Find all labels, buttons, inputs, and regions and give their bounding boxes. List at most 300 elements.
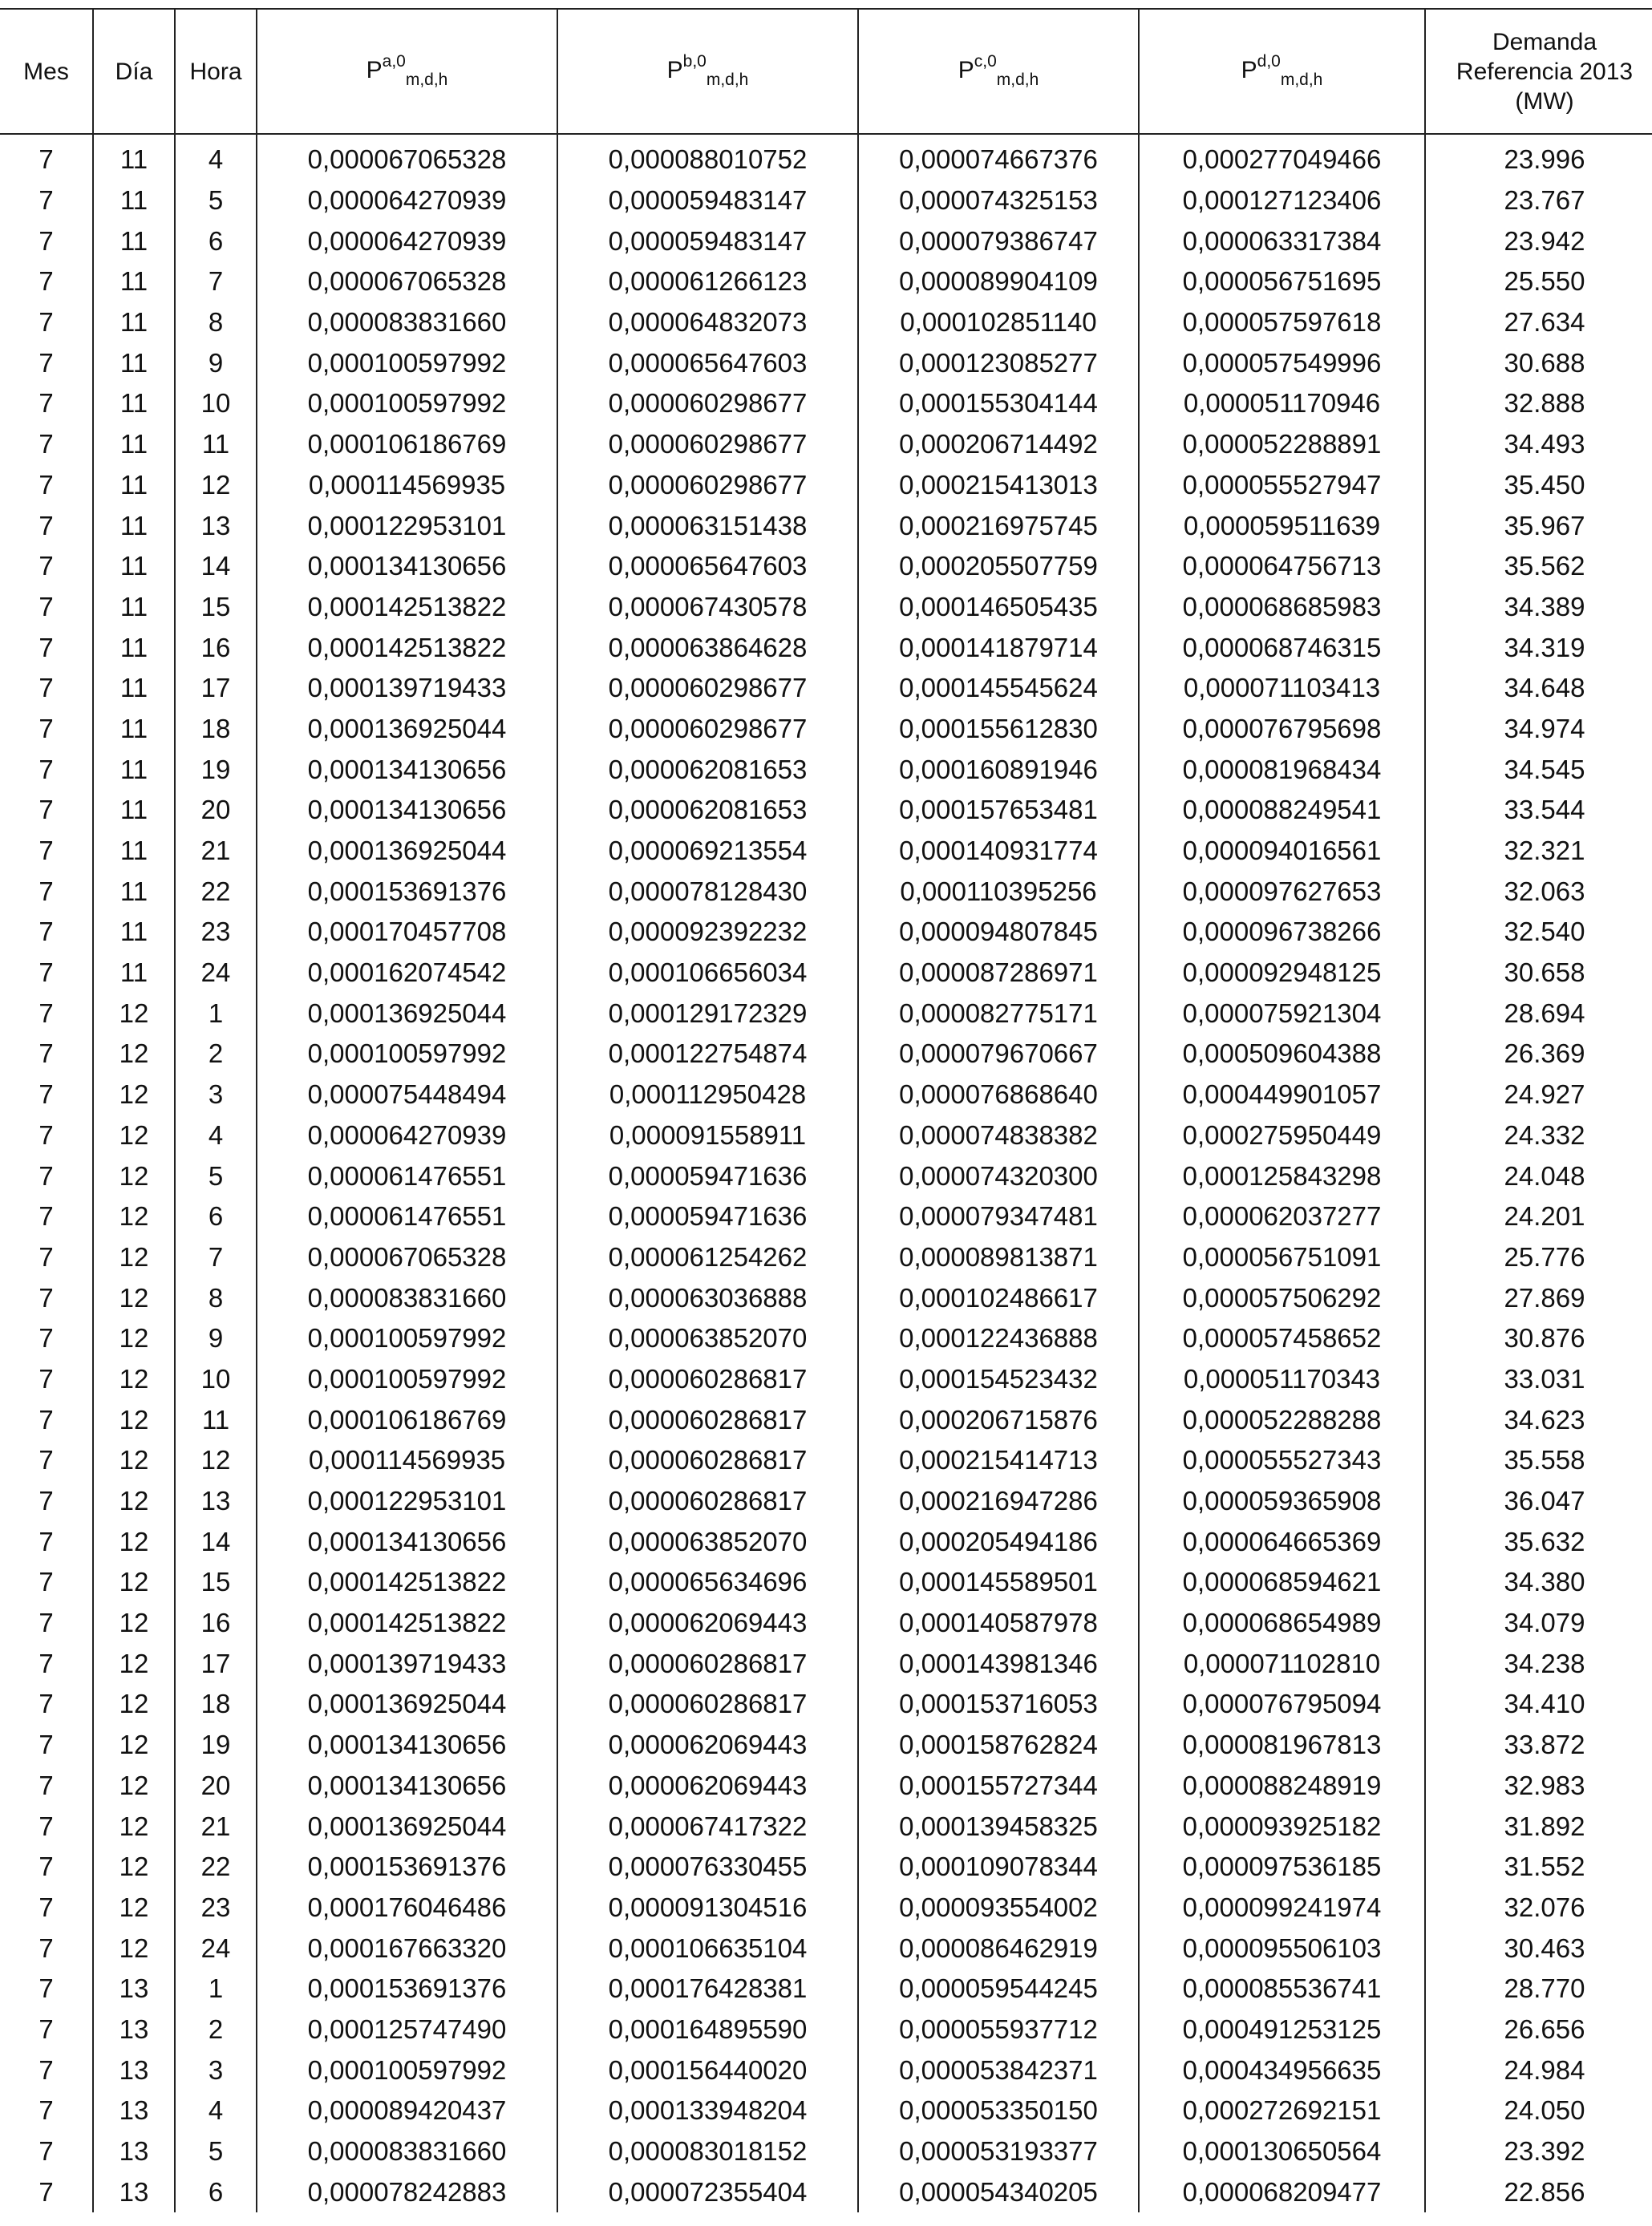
dia-cell: 11	[93, 221, 175, 261]
mes-cell: 7	[38, 1282, 54, 1313]
pc-cell: 0,000205507759	[858, 546, 1139, 587]
mes-cell: 7	[38, 429, 54, 459]
mes-cell: 7	[38, 469, 54, 500]
pc-cell: 0,000102486617	[858, 1277, 1139, 1318]
hora-cell: 4	[175, 134, 257, 180]
header-pc-sub: m,d,h	[996, 71, 1039, 89]
header-pb-sub: m,d,h	[706, 71, 749, 89]
pd-cell: 0,000057458652	[1139, 1318, 1425, 1359]
mes-cell: 7	[38, 1852, 54, 1882]
pd-cell: 0,000055527343	[1139, 1440, 1425, 1481]
table-row	[0, 465, 1652, 506]
pb-cell: 0,000067430578	[557, 587, 858, 628]
pa-cell: 0,000134130656	[257, 1521, 557, 1562]
pa-cell: 0,000142513822	[257, 1562, 557, 1603]
pc-cell: 0,000053350150	[858, 2090, 1139, 2131]
pa-cell: 0,000136925044	[257, 1806, 557, 1847]
table-body	[0, 134, 1652, 2212]
hora-cell: 7	[175, 1237, 257, 1278]
demanda-cell: 23.996	[1425, 134, 1652, 180]
header-pc-sup: c,0	[974, 52, 997, 71]
pd-cell: 0,000088249541	[1139, 790, 1425, 831]
pa-cell: 0,000114569935	[257, 1440, 557, 1481]
hora-cell: 21	[175, 1806, 257, 1847]
dia-cell: 11	[93, 668, 175, 709]
pa-cell: 0,000100597992	[257, 1359, 557, 1400]
hora-cell: 10	[175, 383, 257, 424]
dia-cell: 11	[93, 709, 175, 750]
pb-cell: 0,000078128430	[557, 871, 858, 912]
dia-cell: 11	[93, 912, 175, 953]
pd-cell: 0,000059511639	[1139, 505, 1425, 546]
demanda-cell: 23.942	[1425, 221, 1652, 261]
table-row	[0, 587, 1652, 628]
dia-cell: 11	[93, 627, 175, 668]
pa-cell: 0,000176046486	[257, 1888, 557, 1929]
table-row	[0, 2171, 1652, 2212]
demanda-cell: 35.967	[1425, 505, 1652, 546]
pb-cell: 0,000083018152	[557, 2131, 858, 2172]
hora-cell: 11	[175, 424, 257, 465]
hora-cell: 12	[175, 465, 257, 506]
dia-cell: 13	[93, 2090, 175, 2131]
pa-cell: 0,000125747490	[257, 2009, 557, 2050]
header-demanda	[1425, 9, 1652, 134]
table-row	[0, 1196, 1652, 1237]
header-row	[0, 9, 1652, 134]
pa-cell: 0,000162074542	[257, 953, 557, 994]
pa-cell: 0,000134130656	[257, 790, 557, 831]
hora-cell: 18	[175, 709, 257, 750]
pd-cell: 0,000509604388	[1139, 1034, 1425, 1075]
pd-cell: 0,000051170343	[1139, 1359, 1425, 1400]
pd-cell: 0,000057549996	[1139, 342, 1425, 383]
pd-cell: 0,000081968434	[1139, 749, 1425, 790]
table-row	[0, 424, 1652, 465]
pc-cell: 0,000059544245	[858, 1969, 1139, 2009]
pb-cell: 0,000065634696	[557, 1562, 858, 1603]
pa-cell: 0,000064270939	[257, 221, 557, 261]
dia-cell: 12	[93, 1847, 175, 1888]
pc-cell: 0,000053193377	[858, 2131, 1139, 2172]
pc-cell: 0,000206714492	[858, 424, 1139, 465]
demanda-cell: 24.332	[1425, 1115, 1652, 1156]
table-row	[0, 1806, 1652, 1847]
demanda-cell: 28.770	[1425, 1969, 1652, 2009]
pa-cell: 0,000142513822	[257, 587, 557, 628]
data-table	[0, 8, 1652, 2212]
header-pa-sup: a,0	[382, 52, 406, 71]
pd-cell: 0,000127123406	[1139, 180, 1425, 221]
pd-cell: 0,000449901057	[1139, 1075, 1425, 1115]
demanda-cell: 31.892	[1425, 1806, 1652, 1847]
dia-cell: 12	[93, 1521, 175, 1562]
table-row	[0, 1928, 1652, 1969]
pc-cell: 0,000154523432	[858, 1359, 1139, 1400]
pc-cell: 0,000155612830	[858, 709, 1139, 750]
pa-cell: 0,000139719433	[257, 668, 557, 709]
dia-cell: 13	[93, 2009, 175, 2050]
pd-cell: 0,000097627653	[1139, 871, 1425, 912]
header-pa-base: P	[366, 57, 383, 83]
pb-cell: 0,000060298677	[557, 424, 858, 465]
table-row	[0, 1847, 1652, 1888]
pa-cell: 0,000134130656	[257, 749, 557, 790]
pb-cell: 0,000063036888	[557, 1277, 858, 1318]
pc-cell: 0,000216975745	[858, 505, 1139, 546]
pd-cell: 0,000085536741	[1139, 1969, 1425, 2009]
pd-cell: 0,000491253125	[1139, 2009, 1425, 2050]
header-pc	[858, 9, 1139, 134]
pd-cell: 0,000076795094	[1139, 1684, 1425, 1725]
pc-cell: 0,000140587978	[858, 1603, 1139, 1644]
pc-cell: 0,000146505435	[858, 587, 1139, 628]
mes-cell: 7	[38, 1567, 54, 1597]
dia-cell: 11	[93, 261, 175, 302]
pc-cell: 0,000087286971	[858, 953, 1139, 994]
pb-cell: 0,000059483147	[557, 180, 858, 221]
pb-cell: 0,000060286817	[557, 1359, 858, 1400]
dia-cell: 12	[93, 1155, 175, 1196]
pa-cell: 0,000134130656	[257, 1766, 557, 1807]
demanda-cell: 34.319	[1425, 627, 1652, 668]
pd-cell: 0,000056751091	[1139, 1237, 1425, 1278]
table-row	[0, 1399, 1652, 1440]
pd-cell: 0,000099241974	[1139, 1888, 1425, 1929]
demanda-cell: 32.540	[1425, 912, 1652, 953]
pb-cell: 0,000176428381	[557, 1969, 858, 2009]
hora-cell: 22	[175, 1847, 257, 1888]
pd-cell: 0,000057597618	[1139, 302, 1425, 343]
pb-cell: 0,000060286817	[557, 1684, 858, 1725]
mes-cell: 7	[38, 917, 54, 947]
mes-cell: 7	[38, 754, 54, 784]
pc-cell: 0,000053842371	[858, 2050, 1139, 2090]
table-row	[0, 790, 1652, 831]
mes-cell: 7	[38, 2095, 54, 2126]
table-row	[0, 1481, 1652, 1522]
pb-cell: 0,000060286817	[557, 1643, 858, 1684]
demanda-cell: 25.776	[1425, 1237, 1652, 1278]
pa-cell: 0,000075448494	[257, 1075, 557, 1115]
table-row	[0, 1034, 1652, 1075]
pb-cell: 0,000076330455	[557, 1847, 858, 1888]
hora-cell: 5	[175, 1155, 257, 1196]
mes-cell: 7	[38, 1486, 54, 1516]
pd-cell: 0,000071103413	[1139, 668, 1425, 709]
pb-cell: 0,000133948204	[557, 2090, 858, 2131]
demanda-cell: 27.869	[1425, 1277, 1652, 1318]
pa-cell: 0,000122953101	[257, 505, 557, 546]
demanda-cell: 35.632	[1425, 1521, 1652, 1562]
pa-cell: 0,000106186769	[257, 424, 557, 465]
mes-cell: 7	[38, 1323, 54, 1354]
mes-cell: 7	[38, 673, 54, 703]
mes-cell: 7	[38, 388, 54, 419]
pc-cell: 0,000110395256	[858, 871, 1139, 912]
header-pc-base: P	[958, 57, 974, 83]
mes-cell: 7	[38, 2054, 54, 2085]
pd-cell: 0,000075921304	[1139, 993, 1425, 1034]
pb-cell: 0,000106635104	[557, 1928, 858, 1969]
demanda-cell: 30.658	[1425, 953, 1652, 994]
dia-cell: 13	[93, 2171, 175, 2212]
pa-cell: 0,000064270939	[257, 180, 557, 221]
header-pa-sub: m,d,h	[405, 71, 448, 89]
pd-cell: 0,000068685983	[1139, 587, 1425, 628]
mes-cell: 7	[38, 1689, 54, 1719]
hora-cell: 11	[175, 1399, 257, 1440]
mes-cell: 7	[38, 510, 54, 540]
pb-cell: 0,000065647603	[557, 546, 858, 587]
demanda-cell: 34.493	[1425, 424, 1652, 465]
pa-cell: 0,000100597992	[257, 342, 557, 383]
pd-cell: 0,000094016561	[1139, 831, 1425, 872]
pa-cell: 0,000100597992	[257, 383, 557, 424]
dia-cell: 12	[93, 1440, 175, 1481]
pb-cell: 0,000088010752	[557, 134, 858, 180]
hora-cell: 2	[175, 2009, 257, 2050]
pa-cell: 0,000134130656	[257, 1725, 557, 1766]
hora-cell: 3	[175, 2050, 257, 2090]
dia-cell: 12	[93, 1562, 175, 1603]
table-row	[0, 1562, 1652, 1603]
pc-cell: 0,000109078344	[858, 1847, 1139, 1888]
table-row	[0, 1766, 1652, 1807]
mes-cell: 7	[38, 713, 54, 743]
pa-cell: 0,000089420437	[257, 2090, 557, 2131]
pa-cell: 0,000067065328	[257, 261, 557, 302]
table-row	[0, 1440, 1652, 1481]
demanda-cell: 35.562	[1425, 546, 1652, 587]
pb-cell: 0,000060286817	[557, 1481, 858, 1522]
dia-cell: 12	[93, 1034, 175, 1075]
mes-cell: 7	[38, 144, 54, 175]
dia-cell: 11	[93, 180, 175, 221]
hora-cell: 5	[175, 2131, 257, 2172]
table-row	[0, 1684, 1652, 1725]
pd-cell: 0,000068209477	[1139, 2171, 1425, 2212]
hora-cell: 22	[175, 871, 257, 912]
pb-cell: 0,000129172329	[557, 993, 858, 1034]
pc-cell: 0,000076868640	[858, 1075, 1139, 1115]
demanda-cell: 28.694	[1425, 993, 1652, 1034]
demanda-cell: 24.984	[1425, 2050, 1652, 2090]
pb-cell: 0,000063852070	[557, 1318, 858, 1359]
mes-cell: 7	[38, 876, 54, 906]
hora-cell: 6	[175, 221, 257, 261]
mes-cell: 7	[38, 1933, 54, 1963]
hora-cell: 1	[175, 1969, 257, 2009]
pa-cell: 0,000153691376	[257, 1847, 557, 1888]
pa-cell: 0,000078242883	[257, 2171, 557, 2212]
pc-cell: 0,000093554002	[858, 1888, 1139, 1929]
table-row	[0, 1318, 1652, 1359]
mes-cell: 7	[38, 185, 54, 216]
hora-cell: 23	[175, 1888, 257, 1929]
demanda-cell: 24.048	[1425, 1155, 1652, 1196]
pc-cell: 0,000074320300	[858, 1155, 1139, 1196]
hora-cell: 10	[175, 1359, 257, 1400]
pc-cell: 0,000216947286	[858, 1481, 1139, 1522]
pb-cell: 0,000062081653	[557, 790, 858, 831]
dia-cell: 12	[93, 1684, 175, 1725]
table-row	[0, 1237, 1652, 1278]
dia-cell: 11	[93, 790, 175, 831]
demanda-cell: 36.047	[1425, 1481, 1652, 1522]
demanda-cell: 33.872	[1425, 1725, 1652, 1766]
mes-cell: 7	[38, 307, 54, 338]
hora-cell: 23	[175, 912, 257, 953]
mes-cell: 7	[38, 551, 54, 581]
dia-cell: 11	[93, 546, 175, 587]
mes-cell: 7	[38, 836, 54, 866]
pb-cell: 0,000059471636	[557, 1196, 858, 1237]
table-row	[0, 709, 1652, 750]
table-row	[0, 1969, 1652, 2009]
demanda-cell: 34.410	[1425, 1684, 1652, 1725]
pa-cell: 0,000100597992	[257, 1034, 557, 1075]
mes-cell: 7	[38, 266, 54, 297]
demanda-cell: 35.450	[1425, 465, 1652, 506]
pd-cell: 0,000063317384	[1139, 221, 1425, 261]
hora-cell: 5	[175, 180, 257, 221]
hora-cell: 8	[175, 1277, 257, 1318]
pb-cell: 0,000112950428	[557, 1075, 858, 1115]
hora-cell: 16	[175, 1603, 257, 1644]
pd-cell: 0,000434956635	[1139, 2050, 1425, 2090]
pd-cell: 0,000071102810	[1139, 1643, 1425, 1684]
table-row	[0, 1725, 1652, 1766]
mes-cell: 7	[38, 1201, 54, 1232]
hora-cell: 16	[175, 627, 257, 668]
dia-cell: 13	[93, 1969, 175, 2009]
pb-cell: 0,000061254262	[557, 1237, 858, 1278]
mes-cell: 7	[38, 998, 54, 1028]
demanda-cell: 32.321	[1425, 831, 1652, 872]
table-row	[0, 1155, 1652, 1196]
mes-cell: 7	[38, 957, 54, 988]
demanda-cell: 32.076	[1425, 1888, 1652, 1929]
pd-cell: 0,000062037277	[1139, 1196, 1425, 1237]
hora-cell: 24	[175, 1928, 257, 1969]
pa-cell: 0,000067065328	[257, 134, 557, 180]
hora-cell: 20	[175, 1766, 257, 1807]
hora-cell: 13	[175, 505, 257, 546]
pb-cell: 0,000060298677	[557, 383, 858, 424]
pd-cell: 0,000272692151	[1139, 2090, 1425, 2131]
pc-cell: 0,000074325153	[858, 180, 1139, 221]
pb-cell: 0,000069213554	[557, 831, 858, 872]
pa-cell: 0,000122953101	[257, 1481, 557, 1522]
dia-cell: 13	[93, 2131, 175, 2172]
pb-cell: 0,000062069443	[557, 1766, 858, 1807]
dia-cell: 11	[93, 342, 175, 383]
table-row	[0, 1277, 1652, 1318]
hora-cell: 19	[175, 1725, 257, 1766]
pd-cell: 0,000096738266	[1139, 912, 1425, 953]
hora-cell: 13	[175, 1481, 257, 1522]
hora-cell: 6	[175, 1196, 257, 1237]
mes-cell: 7	[38, 1079, 54, 1110]
dia-cell: 12	[93, 1725, 175, 1766]
header-pb-sup: b,0	[682, 52, 707, 71]
mes-cell: 7	[38, 1363, 54, 1394]
header-pd-sub: m,d,h	[1280, 71, 1323, 89]
header-demanda-line2: Referencia 2013	[1456, 58, 1634, 85]
pb-cell: 0,000060298677	[557, 668, 858, 709]
pb-cell: 0,000067417322	[557, 1806, 858, 1847]
pd-cell: 0,000068746315	[1139, 627, 1425, 668]
mes-cell: 7	[38, 1119, 54, 1150]
dia-cell: 12	[93, 1196, 175, 1237]
dia-cell: 11	[93, 465, 175, 506]
demanda-cell: 30.463	[1425, 1928, 1652, 1969]
mes-cell: 7	[38, 591, 54, 621]
pc-cell: 0,000140931774	[858, 831, 1139, 872]
hora-cell: 4	[175, 1115, 257, 1156]
hora-cell: 21	[175, 831, 257, 872]
dia-cell: 12	[93, 993, 175, 1034]
header-pb-base: P	[666, 57, 683, 83]
table-row	[0, 2090, 1652, 2131]
dia-cell: 11	[93, 749, 175, 790]
pc-cell: 0,000160891946	[858, 749, 1139, 790]
pa-cell: 0,000136925044	[257, 831, 557, 872]
table-row	[0, 1115, 1652, 1156]
pa-cell: 0,000153691376	[257, 1969, 557, 2009]
dia-cell: 12	[93, 1806, 175, 1847]
pa-cell: 0,000100597992	[257, 2050, 557, 2090]
mes-cell: 7	[38, 1648, 54, 1678]
pc-cell: 0,000155727344	[858, 1766, 1139, 1807]
header-demanda-line3: (MW)	[1515, 87, 1574, 115]
table-row	[0, 261, 1652, 302]
dia-cell: 12	[93, 1888, 175, 1929]
pc-cell: 0,000139458325	[858, 1806, 1139, 1847]
pa-cell: 0,000067065328	[257, 1237, 557, 1278]
dia-cell: 12	[93, 1075, 175, 1115]
demanda-cell: 22.856	[1425, 2171, 1652, 2212]
pb-cell: 0,000106656034	[557, 953, 858, 994]
table-row	[0, 627, 1652, 668]
hora-cell: 20	[175, 790, 257, 831]
demanda-cell: 34.545	[1425, 749, 1652, 790]
pa-cell: 0,000106186769	[257, 1399, 557, 1440]
pa-cell: 0,000064270939	[257, 1115, 557, 1156]
pc-cell: 0,000205494186	[858, 1521, 1139, 1562]
dia-cell: 11	[93, 587, 175, 628]
pa-cell: 0,000061476551	[257, 1196, 557, 1237]
pd-cell: 0,000055527947	[1139, 465, 1425, 506]
hora-cell: 14	[175, 546, 257, 587]
demanda-cell: 23.392	[1425, 2131, 1652, 2172]
pb-cell: 0,000063864628	[557, 627, 858, 668]
hora-cell: 19	[175, 749, 257, 790]
header-pd-base: P	[1241, 57, 1257, 83]
dia-cell: 12	[93, 1481, 175, 1522]
header-pb	[557, 9, 858, 134]
mes-cell: 7	[38, 225, 54, 256]
header-dia: Día	[93, 9, 175, 134]
dia-cell: 12	[93, 1603, 175, 1644]
header-pd-sup: d,0	[1257, 52, 1281, 71]
demanda-cell: 30.876	[1425, 1318, 1652, 1359]
pc-cell: 0,000082775171	[858, 993, 1139, 1034]
pb-cell: 0,000065647603	[557, 342, 858, 383]
pb-cell: 0,000060298677	[557, 709, 858, 750]
pa-cell: 0,000114569935	[257, 465, 557, 506]
